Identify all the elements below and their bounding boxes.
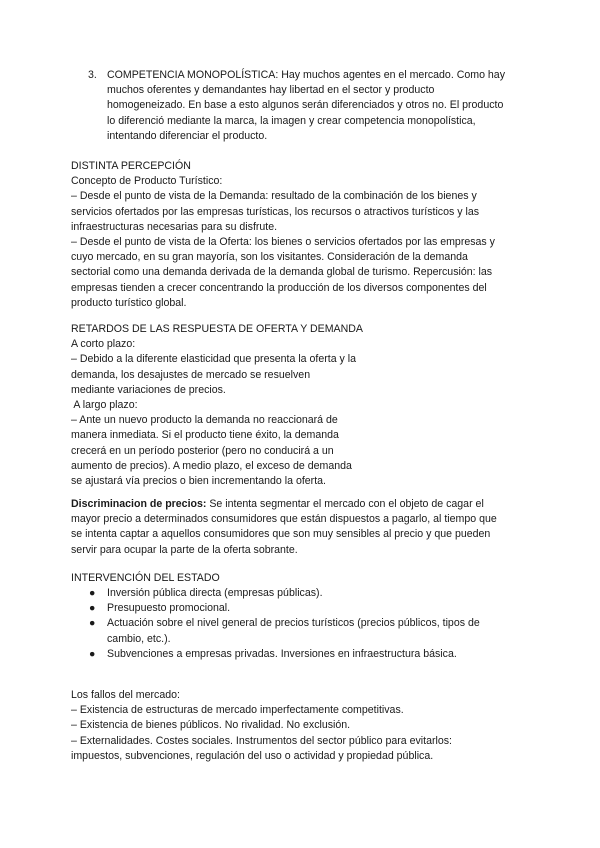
text-line: crecerá en un período posterior (pero no conducirá a un: [71, 444, 334, 457]
list-item: [88, 586, 538, 601]
text-line: mayor precio a determinados consumidores que están dispuestos a pagarlo, al tiempo que: [71, 513, 497, 526]
text-line: aumento de precios). A medio plazo, el exceso de demanda: [71, 459, 352, 472]
text-line: infraestructuras necesarias para su disfrute.: [71, 220, 278, 233]
text-line: manera inmediata. Si el producto tiene éxito, la demanda: [71, 429, 339, 442]
list-number: 3.: [88, 69, 97, 81]
text-line: – Existencia de estructuras de mercado imperfectamente competitivas.: [71, 704, 404, 717]
competencia-text: [107, 68, 547, 144]
text-line: – Desde el punto de vista de la Oferta: los bienes o servicios ofertados por las empresas y: [71, 235, 495, 248]
text-line: COMPETENCIA MONOPOLÍSTICA: Hay muchos agentes en el mercado. Como hay: [107, 69, 505, 81]
text-line: se ajustará vía precios o bien incrementando la oferta.: [71, 474, 326, 487]
text-line: sectorial como una demanda derivada de la demanda global de turismo. Repercusión: las: [71, 266, 493, 279]
text-line: empresas tienden a crecer concentrando la producción de los diversos componentes del: [71, 281, 487, 294]
text-line: se intenta captar a aquellos consumidores que son muy sensibles al precio y que pueden: [71, 528, 491, 541]
text-line: – Externalidades. Costes sociales. Instrumentos del sector público para evitarlos:: [71, 734, 452, 747]
intervencion-heading-block: [71, 571, 531, 586]
bullet-icon: ●: [89, 647, 96, 660]
fallos-section: [71, 688, 531, 764]
text-line: A corto plazo:: [71, 338, 136, 351]
text-line: homogeneizado. En base a esto algunos serán diferenciados y otros no. El producto: [107, 99, 504, 112]
text-line: cambio, etc.).: [107, 632, 171, 645]
list-item: [88, 647, 538, 662]
bold-label: Discriminacion de precios:: [71, 498, 207, 510]
text-line: demanda, los desajustes de mercado se resuelven: [71, 368, 311, 381]
text-line: – Desde el punto de vista de la Demanda: resultado de la combinación de los bienes y: [71, 190, 477, 203]
discriminacion-section: [71, 497, 531, 558]
bullet-icon: ●: [89, 587, 96, 599]
text-line: servir para ocupar la parte de la oferta sobrante.: [71, 543, 298, 556]
text-line: intentando diferenciar el producto.: [107, 129, 268, 142]
section-heading: RETARDOS DE LAS RESPUESTA DE OFERTA Y DEMANDA: [71, 323, 363, 335]
list-item: [88, 601, 538, 616]
section-heading: INTERVENCIÓN DEL ESTADO: [71, 572, 220, 584]
text-line: mediante variaciones de precios.: [71, 383, 226, 396]
percepcion-section: [71, 159, 531, 311]
text-line: Inversión pública directa (empresas públicas).: [107, 587, 323, 599]
text-span: Se intenta segmentar el mercado con el objeto de cagar el: [206, 498, 484, 510]
text-line: servicios ofertados por las empresas turísticas, los recursos o atractivos turísticos y las: [71, 205, 480, 218]
section-heading: DISTINTA PERCEPCIÓN: [71, 160, 191, 172]
text-line: – Debido a la diferente elasticidad que presenta la oferta y la: [71, 353, 357, 366]
text-line: Presupuesto promocional.: [107, 602, 231, 615]
intervencion-list: [88, 586, 538, 662]
text-line: Concepto de Producto Turístico:: [71, 175, 223, 188]
text-line: [71, 497, 531, 512]
text-line: muchos oferentes y demandantes hay libertad en el sector y producto: [107, 84, 435, 97]
list-item: [88, 616, 538, 646]
retardos-section: [71, 322, 531, 489]
text-line: producto turístico global.: [71, 296, 187, 309]
text-line: A largo plazo:: [71, 398, 138, 411]
text-line: – Existencia de bienes públicos. No rivalidad. No exclusión.: [71, 719, 351, 732]
text-line: lo diferenció mediante la marca, la imagen y crear competencia monopolística,: [107, 114, 476, 127]
text-line: Subvenciones a empresas privadas. Inversiones en infraestructura básica.: [107, 647, 457, 660]
section-heading: Los fallos del mercado:: [71, 689, 180, 701]
text-line: Actuación sobre el nivel general de precios turísticos (precios públicos, tipos de: [107, 617, 480, 630]
text-line: cuyo mercado, en su gran mayoría, son los visitantes. Consideración de la demanda: [71, 251, 468, 264]
bullet-icon: ●: [89, 602, 96, 615]
text-line: impuestos, subvenciones, regulación del uso o actividad y propiedad pública.: [71, 749, 434, 762]
text-line: – Ante un nuevo producto la demanda no reaccionará de: [71, 414, 338, 427]
bullet-icon: ●: [89, 617, 96, 630]
